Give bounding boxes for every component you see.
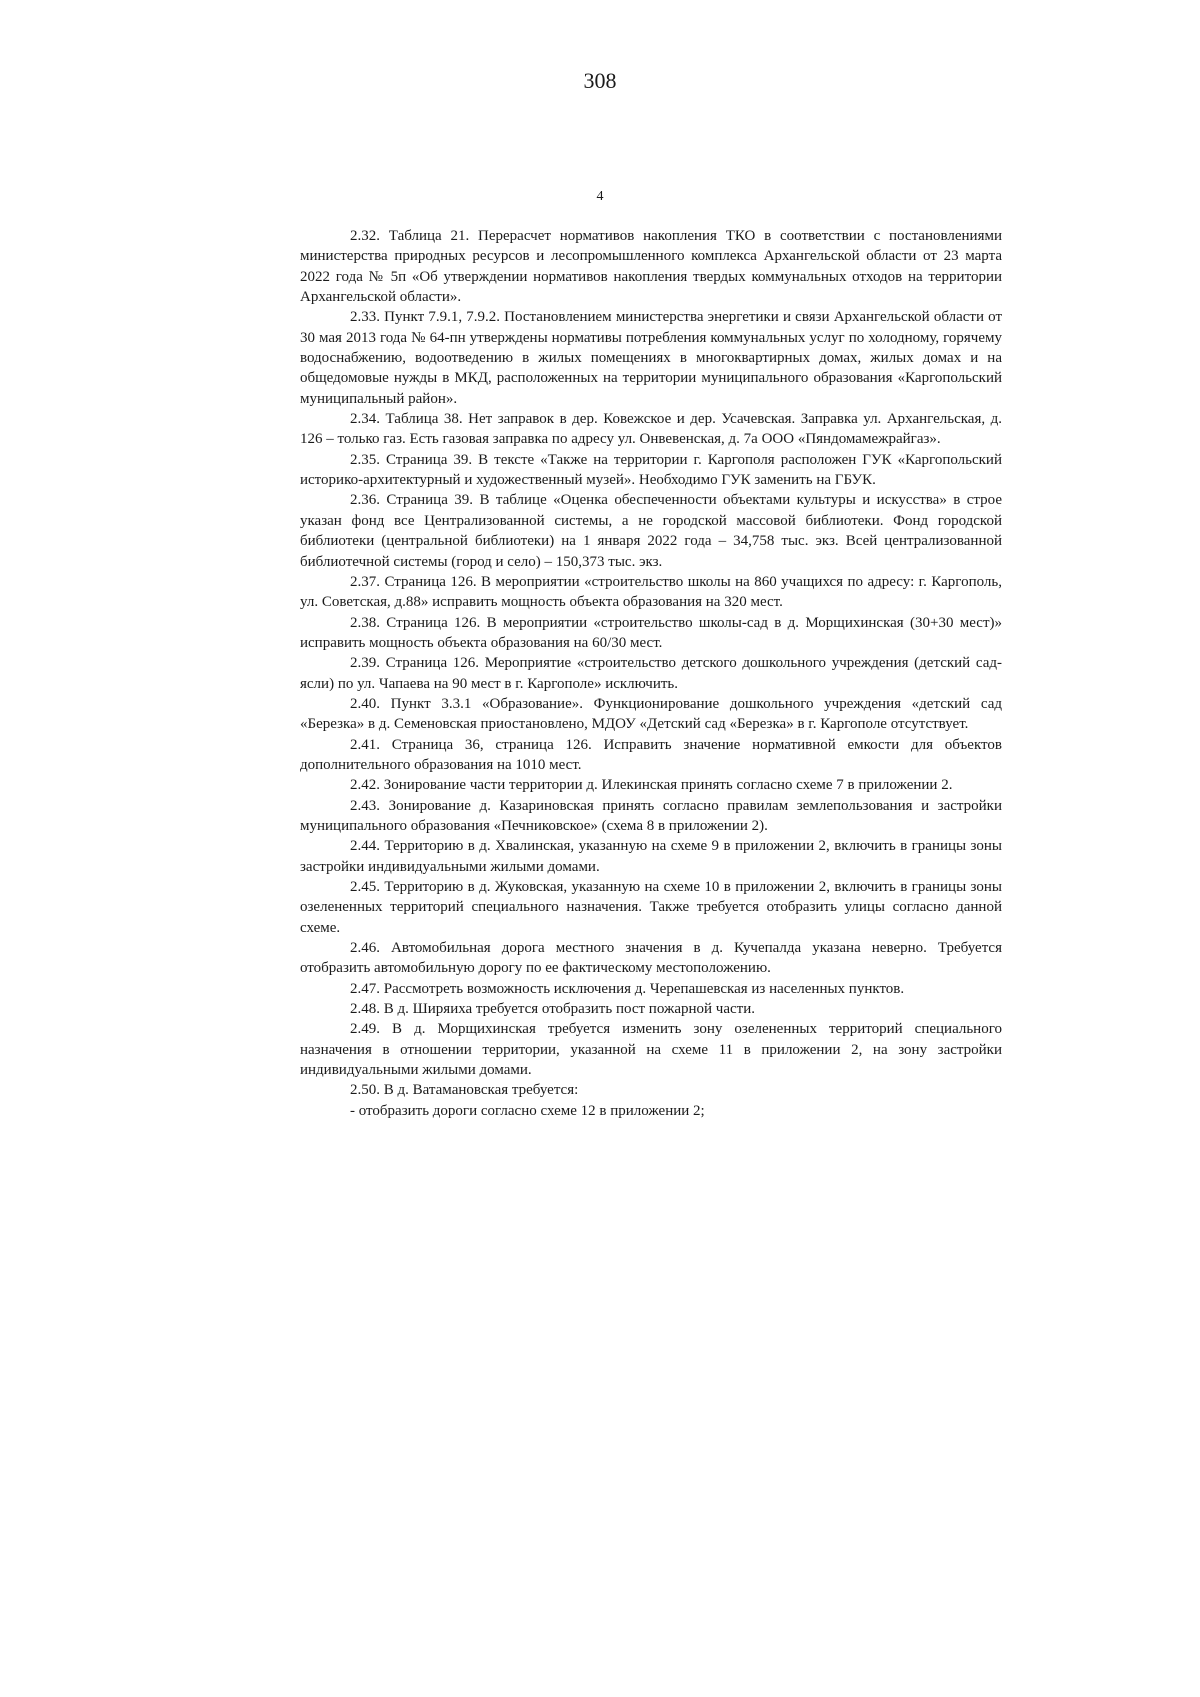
paragraph-2-48: 2.48. В д. Ширяиха требуется отобразить пост пожарной части. [350, 1001, 755, 1018]
document-body [300, 226, 1002, 1121]
paragraph-2-39: 2.39. Страница 126. Мероприятие «строительство детского дошкольного учреждения (детский сад-ясли) по ул. Чапаева на 90 мест в г. Каргополе» исключить. [300, 655, 1002, 692]
paragraph-2-44: 2.44. Территорию в д. Хвалинская, указанную на схеме 9 в приложении 2, включить в границы зоны застройки индивидуальными жилыми домами. [300, 838, 1002, 875]
paragraph-2-40: 2.40. Пункт 3.3.1 «Образование». Функционирование дошкольного учреждения «детский сад «Березка» в д. Семеновская приостановлено, МДОУ «Детский сад «Березка» в г. Каргополе отсутствует. [300, 695, 1002, 733]
paragraph-list-item: - отобразить дороги согласно схеме 12 в приложении 2; [350, 1102, 705, 1119]
paragraph-2-46: 2.46. Автомобильная дорога местного значения в д. Кучепалда указана неверно. Требуется отобразить автомобильную дорогу по ее фактическому местоположению. [300, 940, 1002, 977]
paragraph-2-42: 2.42. Зонирование части территории д. Илекинская принять согласно схеме 7 в приложении 2. [350, 777, 953, 794]
paragraph-2-43: 2.43. Зонирование д. Казариновская принять согласно правилам землепользования и застройки муниципального образования «Печниковское» (схема 8 в приложении 2). [300, 797, 1002, 834]
paragraph-2-50: 2.50. В д. Ватамановская требуется: [350, 1082, 579, 1099]
paragraph-2-38: 2.38. Страница 126. В мероприятии «строительство школы-сад в д. Морщихинская (30+30 мест)» исправить мощность объекта образования на 60/30 мест. [300, 614, 1002, 651]
paragraph-2-45: 2.45. Территорию в д. Жуковская, указанную на схеме 10 в приложении 2, включить в границы зоны озелененных территорий специального назначения. Также требуется отобразить улицы согласно данной схеме. [300, 879, 1002, 936]
page-number: 308 [583, 68, 617, 93]
paragraph-2-49: 2.49. В д. Морщихинская требуется изменить зону озелененных территорий специального назначения в отношении территории, указанной на схеме 11 в приложении 2, на зону застройки индивидуальными жилыми домами. [300, 1021, 1002, 1079]
paragraph-2-34: 2.34. Таблица 38. Нет заправок в дер. Ковежское и дер. Усачевская. Заправка ул. Архангельская, д. 126 – только газ. Есть газовая заправка по адресу ул. Онвевенская, д. 7а ООО «Пяндомамежрайгаз». [300, 411, 1002, 448]
paragraph-2-32: 2.32. Таблица 21. Перерасчет нормативов накопления ТКО в соответствии с постановлениями министерства природных ресурсов и лесопромышленного комплекса Архангельской области от 23 марта 2022 года № 5п «Об утверждении нормативов накопления твердых коммунальных отходов на территории Архангельской области». [300, 228, 1002, 306]
paragraph-2-47: 2.47. Рассмотреть возможность исключения д. Черепашевская из населенных пунктов. [350, 980, 905, 997]
paragraph-2-35: 2.35. Страница 39. В тексте «Также на территории г. Каргополя расположен ГУК «Каргопольский историко-архитектурный и художественный музей». Необходимо ГУК заменить на ГБУК. [300, 451, 1002, 489]
paragraph-2-41: 2.41. Страница 36, страница 126. Исправить значение нормативной емкости для объектов дополнительного образования на 1010 мест. [300, 736, 1002, 773]
paragraph-2-36: 2.36. Страница 39. В таблице «Оценка обеспеченности объектами культуры и искусства» в строе указан фонд все Централизованной системы, а не городской массовой библиотеки. Фонд городской библиотеки (центральной библиотеки) на 1 января 2022 года – 34,758 тыс. экз. Всей централизованной библиотечной системы (город и село) – 150,373 тыс. экз. [300, 492, 1002, 570]
paragraph-2-33: 2.33. Пункт 7.9.1, 7.9.2. Постановлением министерства энергетики и связи Архангельской области от 30 мая 2013 года № 64-пн утверждены нормативы потребления коммунальных услуг по холодному, горячему водоснабжению, водоотведению в жилых помещениях в многоквартирных домах, жилых домах и на общедомовые нужды в МКД, расположенных на территории муниципального образования «Каргопольский муниципальный район». [300, 309, 1002, 407]
sub-page-number: 4 [596, 189, 604, 204]
paragraph-2-37: 2.37. Страница 126. В мероприятии «строительство школы на 860 учащихся по адресу: г. Каргополь, ул. Советская, д.88» исправить мощность объекта образования на 320 мест. [300, 573, 1002, 611]
